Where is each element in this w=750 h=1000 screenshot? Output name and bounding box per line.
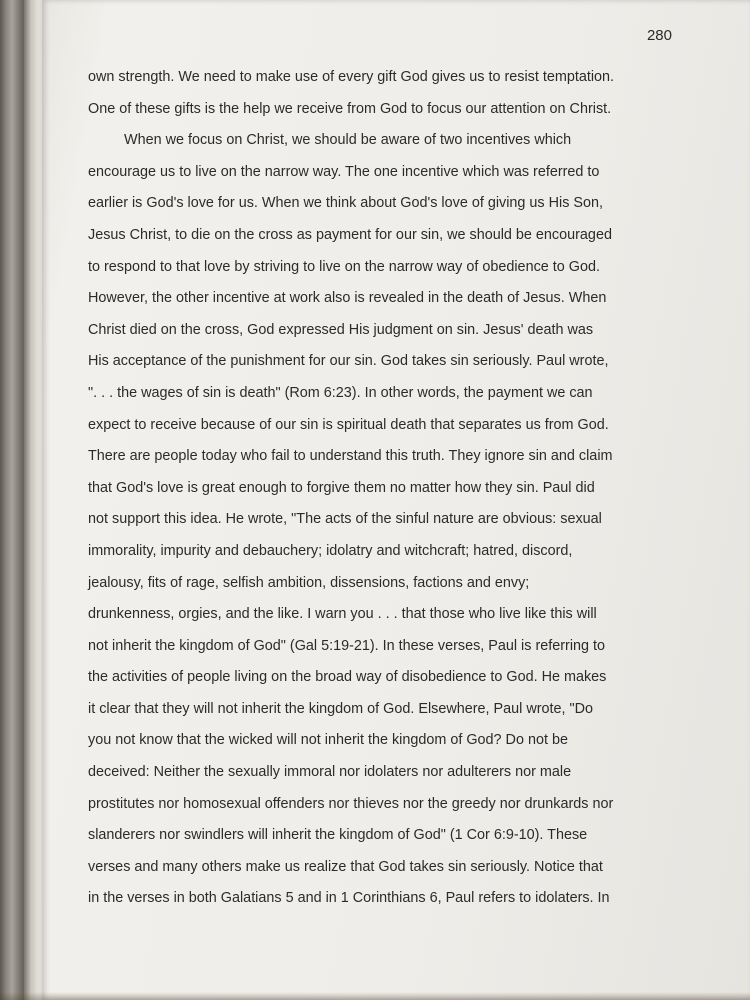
text-line: not inherit the kingdom of God" (Gal 5:19-21). In these verses, Paul is referring to <box>88 637 606 654</box>
table-edge-shadow <box>0 992 750 1000</box>
page-number: 280 <box>646 27 672 44</box>
text-line: Christ died on the cross, God expressed His judgment on sin. Jesus' death was <box>88 321 594 338</box>
text-line: deceived: Neither the sexually immoral nor idolaters nor adulterers nor male <box>88 764 572 781</box>
text-line: own strength. We need to make use of every gift God gives us to resist temptation. <box>88 69 615 85</box>
text-line: Jesus Christ, to die on the cross as payment for our sin, we should be encouraged <box>88 226 612 243</box>
text-line: to respond to that love by striving to live on the narrow way of obedience to God. <box>88 258 600 275</box>
text-line: jealousy, fits of rage, selfish ambition, dissensions, factions and envy; <box>88 574 530 591</box>
text-line: in the verses in both Galatians 5 and in 1 Corinthians 6, Paul refers to idolaters. In <box>88 890 610 907</box>
text-line: expect to receive because of our sin is spiritual death that separates us from God. <box>88 416 609 433</box>
text-line: it clear that they will not inherit the kingdom of God. Elsewhere, Paul wrote, "Do <box>88 700 594 717</box>
text-line: slanderers nor swindlers will inherit the kingdom of God" (1 Cor 6:9-10). These <box>88 827 588 844</box>
body-text <box>88 62 708 915</box>
text-line: His acceptance of the punishment for our sin. God takes sin seriously. Paul wrote, <box>88 353 609 370</box>
text-line: There are people today who fail to understand this truth. They ignore sin and claim <box>88 448 613 465</box>
text-line: you not know that the wicked will not inherit the kingdom of God? Do not be <box>88 732 568 749</box>
text-line: the activities of people living on the broad way of disobedience to God. He makes <box>88 669 607 686</box>
text-line: earlier is God's love for us. When we think about God's love of giving us His Son, <box>88 195 604 212</box>
text-line: immorality, impurity and debauchery; idolatry and witchcraft; hatred, discord, <box>88 542 573 559</box>
page-stack-edge <box>24 0 44 1000</box>
text-line: drunkenness, orgies, and the like. I warn you . . . that those who live like this will <box>88 606 597 623</box>
text-line: encourage us to live on the narrow way. The one incentive which was referred to <box>88 163 600 180</box>
text-line: When we focus on Christ, we should be aware of two incentives which <box>124 132 572 149</box>
text-line: ". . . the wages of sin is death" (Rom 6:23). In other words, the payment we can <box>88 384 593 401</box>
text-line: prostitutes nor homosexual offenders nor thieves nor the greedy nor drunkards nor <box>88 795 614 812</box>
text-line: However, the other incentive at work also is revealed in the death of Jesus. When <box>88 290 607 307</box>
text-line: that God's love is great enough to forgive them no matter how they sin. Paul did <box>88 479 595 496</box>
book-page <box>42 0 750 1000</box>
text-line: verses and many others make us realize that God takes sin seriously. Notice that <box>88 858 603 875</box>
text-line: not support this idea. He wrote, "The acts of the sinful nature are obvious: sexual <box>88 511 602 528</box>
text-line: One of these gifts is the help we receive from God to focus our attention on Christ. <box>88 100 612 117</box>
